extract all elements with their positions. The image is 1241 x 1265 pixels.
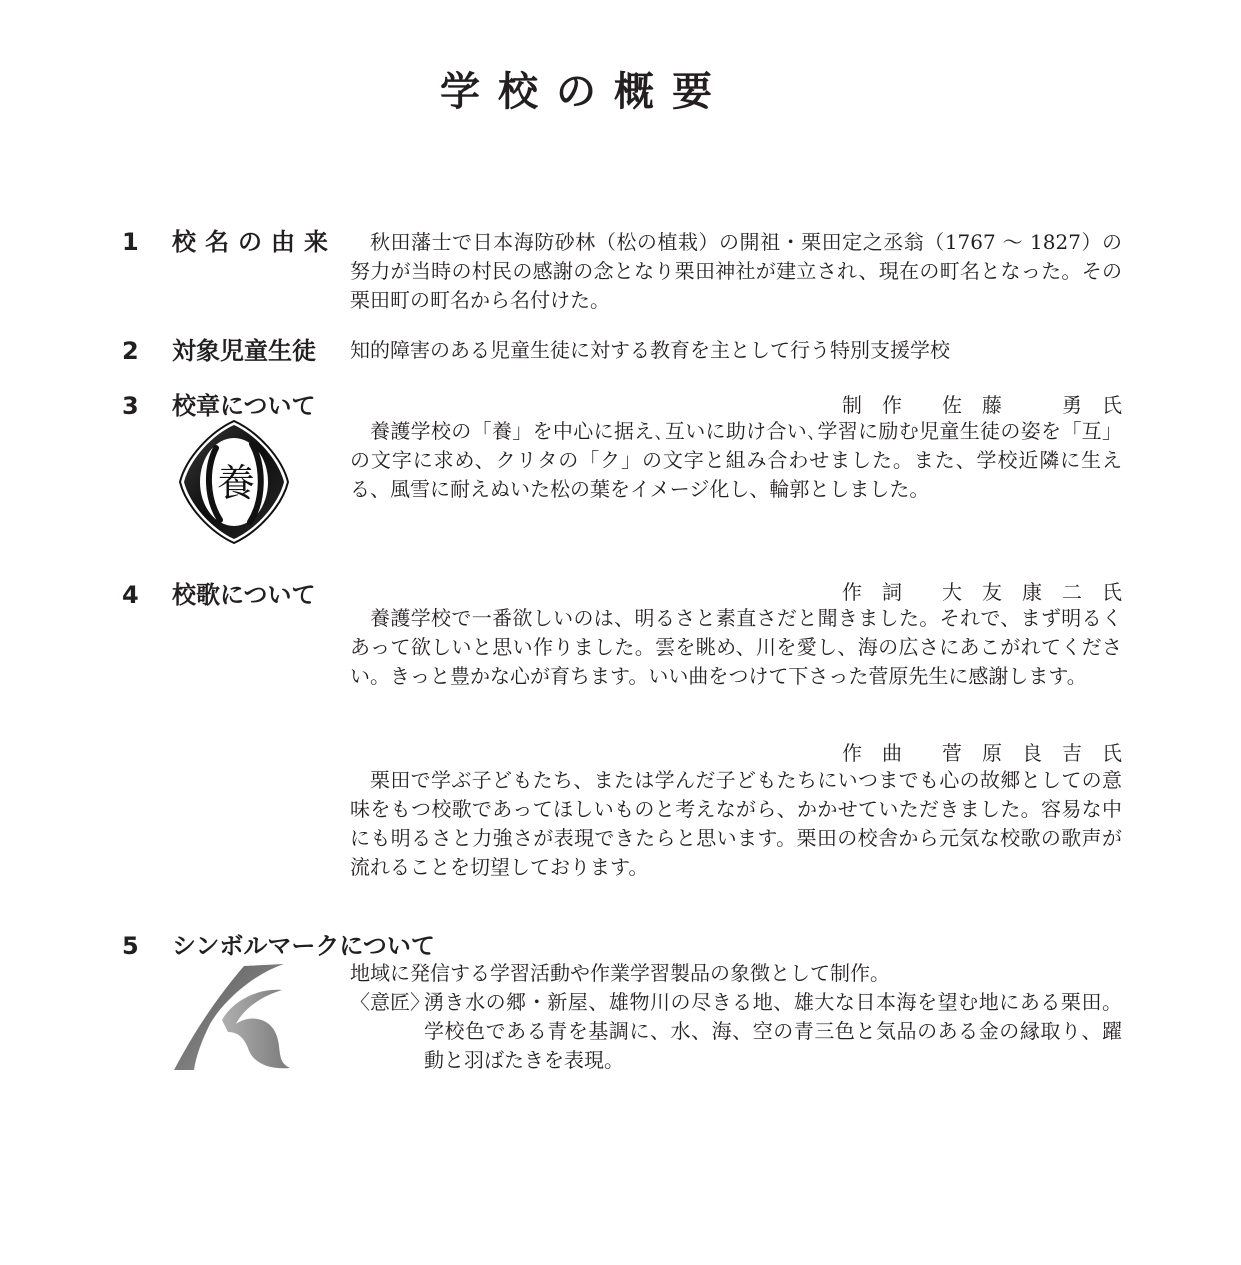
section-5-heading: シンボルマークについて — [172, 932, 435, 960]
section-3-number: 3 — [122, 392, 139, 420]
music-credit: 作 曲 菅 原 良 吉 氏 — [842, 741, 1122, 765]
emblem-credit: 制 作 佐 藤 勇 氏 — [842, 393, 1122, 417]
section-3-heading: 校章について — [172, 392, 316, 420]
section-1-heading: 校名の由来 — [172, 228, 337, 256]
page-title: 学校の概要 — [440, 69, 730, 115]
section-3-text: 養護学校の「養」を中心に据え､互いに助け合い､学習に励む児童生徒の姿を「互」の文字に求め、クリタの「ク」の文字と組み合わせました。また、学校近隣に生える、風雪に耐えぬいた松の葉をイメージ化し、輪郭としました。 — [350, 419, 1122, 501]
section-1-text: 秋田藩士で日本海防砂林（松の植栽）の開祖・栗田定之丞翁（1767 ～ 1827）の努力が当時の村民の感謝の念となり栗田神社が建立され、現在の町名となった。その栗田町の町名から名付けた。 — [350, 230, 1122, 312]
section-4-heading: 校歌について — [172, 581, 316, 609]
section-5-text: 地域に発信する学習活動や作業学習製品の象徴として制作。 — [350, 961, 890, 985]
section-2-heading: 対象児童生徒 — [172, 337, 316, 365]
section-2-number: 2 — [122, 337, 139, 365]
section-1-number: 1 — [122, 228, 139, 256]
svg-text:養: 養 — [216, 461, 256, 505]
school-emblem-icon — [176, 418, 292, 546]
symbol-mark-icon — [172, 962, 296, 1072]
design-label: 〈意匠〉 — [350, 990, 430, 1014]
lyrics-credit: 作 詞 大 友 康 二 氏 — [842, 580, 1122, 604]
design-text: 湧き水の郷・新屋、雄物川の尽きる地、雄大な日本海を望む地にある栗田。学校色である青を基調に、水、海、空の青三色と気品のある金の縁取り、躍動と羽ばたきを表現。 — [424, 990, 1122, 1072]
lyrics-text: 養護学校で一番欲しいのは、明るさと素直さだと聞きました。それで、まず明るくあって欲しいと思い作りました。雲を眺め、川を愛し、海の広さにあこがれてください。きっと豊かな心が育ちます。いい曲をつけて下さった菅原先生に感謝します。 — [350, 606, 1122, 688]
section-4-number: 4 — [122, 581, 139, 609]
section-5-number: 5 — [122, 932, 139, 960]
music-text: 栗田で学ぶ子どもたち、または学んだ子どもたちにいつまでも心の故郷としての意味をもつ校歌であってほしいものと考えながら、かかせていただきました。容易な中にも明るさと力強さが表現できたらと思います。栗田の校舎から元気な校歌の歌声が流れることを切望しております。 — [350, 768, 1122, 879]
section-2-text: 知的障害のある児童生徒に対する教育を主として行う特別支援学校 — [350, 338, 950, 362]
